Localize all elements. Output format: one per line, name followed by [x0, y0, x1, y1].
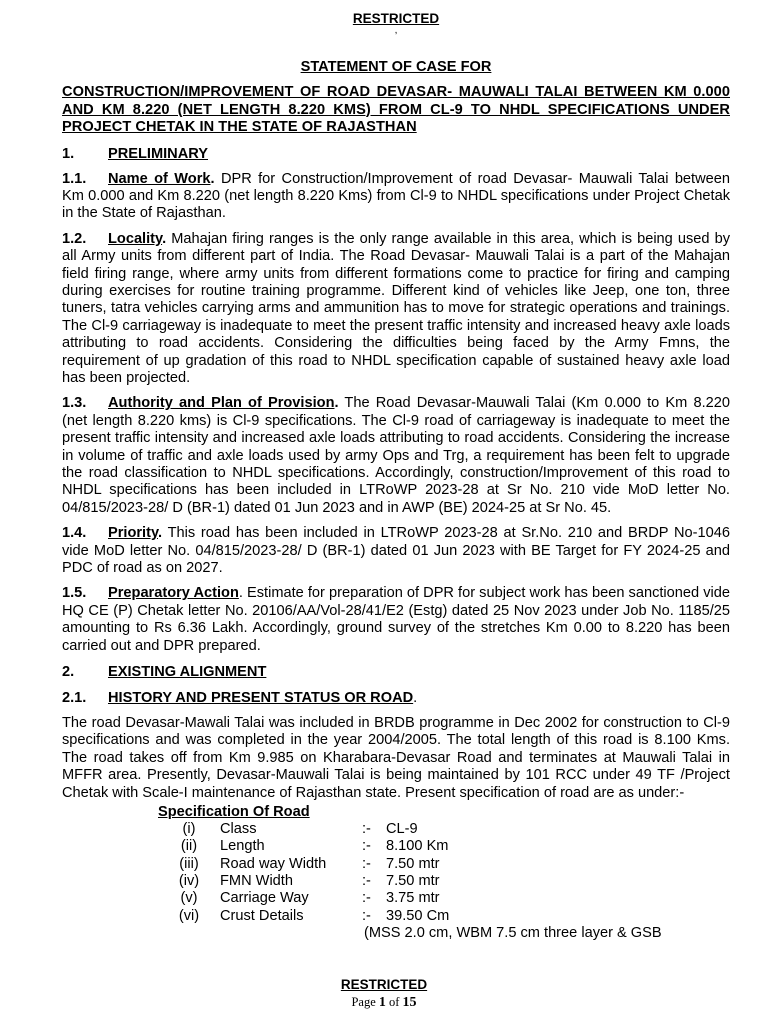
spec-name: Length: [220, 838, 265, 855]
paragraph-text: This road has been included in LTRoWP 2023-28 at Sr.No. 210 and BRDP No-1046 vide MoD letter No. 04/815/2023-28/ D (BR-1) dated 01 Jun 2023 with BE Target for FY 2024-25 and PDC of road as on 2027.: [62, 525, 730, 577]
section-label: PRELIMINARY: [108, 145, 208, 162]
page-word: Page: [351, 995, 376, 1009]
spec-separator: :-: [362, 821, 371, 838]
paragraph-title: Authority and Plan of Provision: [108, 395, 335, 412]
heading-period: .: [413, 690, 418, 707]
paragraph-text: DPR for Construction/Improvement of road Devasar- Mauwali Talai between Km 0.000 and Km 8.220 (net length 8.220 Kms) from Cl-9 to NHDL specifications under Project Chetak in the State of Rajasthan.: [62, 170, 730, 222]
title-period: .: [334, 395, 339, 412]
paragraph-1-5: [62, 585, 730, 655]
spec-name: Class: [220, 821, 257, 838]
section-1-heading: [62, 145, 730, 163]
spec-value: 39.50 Cm: [386, 907, 450, 924]
of-word: of: [389, 995, 400, 1009]
document-page: [62, 10, 730, 942]
page-footer: [0, 976, 768, 1011]
paragraph-title: Priority: [108, 525, 159, 542]
total-pages: 15: [402, 995, 417, 1010]
spec-name: FMN Width: [220, 872, 293, 889]
spec-row: [158, 873, 449, 890]
spec-separator: :-: [362, 855, 371, 872]
paragraph-title: Preparatory Action: [108, 585, 239, 602]
crust-details-continuation: (MSS 2.0 cm, WBM 7.5 cm three layer & GSB: [364, 924, 662, 941]
paragraph-1-1: [62, 171, 730, 223]
paragraph-text: Mahajan firing ranges is the only range available in this area, which is being used by all Army units from different part of India. The Road Devasar- Mauwali Talai is a part of the Mahajan field firing range, where army units from different formations come to practice for firing and camping during exercises for routine training programme. Different kind of vehicles like Jeep, one ton, three tuners, tatra vehicles carrying arms and ammunition has to move for strategic operations and trainings. The Cl-9 carriageway is inadequate to meet the present traffic intensity and increased heavy axle loads attributing to road accidents. Considering the difficulties being faced by the Army Fmns, the requirement of up gradation of this road to NHDL specification capable of sustained heavy axle load has been projected.: [62, 230, 730, 386]
paragraph-text: The Road Devasar-Mauwali Talai (Km 0.000 to Km 8.220 (net length 8.220 kms) is Cl-9 specifications. The Cl-9 road of carriageway is inadequate to meet the present traffic intensity and increased axle loads attributing to road accidents. Considering the increase in volume of traffic and axle loads used by army Ops and Trg, a requirement has been felt to upgrade the road classification to NHDL specifications. Accordingly, construction/Improvement of this road to NHDL specifications has been included in LTRoWP 2023-28 at Sr No. 210 vide MoD letter No. 04/815/2023-28/ D (BR-1) dated 01 Jun 2023 and in AWP (BE) 2024-25 at Sr No. 45.: [62, 395, 730, 516]
page-number: [0, 994, 768, 1011]
spec-separator: :-: [362, 838, 371, 855]
spec-value: CL-9: [386, 821, 418, 838]
spec-table-title: Specification Of Road: [158, 804, 310, 821]
spec-row: [158, 908, 449, 925]
paragraph-text: Estimate for preparation of DPR for subject work has been sanctioned vide HQ CE (P) Chetak letter No. 20106/AA/Vol-28/41/E2 (Estg) dated 25 Nov 2023 under Job No. 1185/25 amounting to Rs 6.36 Lakh. Accordingly, ground survey of the stretches Km 0.00 to 8.220 has been carried out and DPR prepared.: [62, 585, 730, 654]
classification-header: RESTRICTED: [352, 11, 440, 26]
title-period: .: [162, 230, 167, 247]
spec-row: [158, 821, 449, 838]
classification-footer: RESTRICTED: [340, 977, 428, 992]
header-tick-mark: ,: [394, 25, 398, 36]
spec-separator: :-: [362, 872, 371, 889]
spec-index: (i): [182, 821, 196, 838]
paragraph-number: 1.4.: [62, 525, 87, 542]
spec-value: 8.100 Km: [386, 838, 449, 855]
section-label: EXISTING ALIGNMENT: [108, 664, 267, 681]
document-title: STATEMENT OF CASE FOR: [300, 59, 492, 75]
section-number: 2.: [62, 664, 75, 681]
spec-index: (v): [180, 890, 198, 907]
spec-row: [158, 856, 449, 873]
spec-table: [158, 821, 449, 925]
title-period: .: [210, 170, 215, 187]
paragraph-title: Name of Work: [108, 170, 211, 187]
spec-name: Carriage Way: [220, 890, 309, 907]
spec-index: (ii): [180, 838, 198, 855]
section-2-heading: [62, 663, 730, 681]
current-page: 1: [378, 995, 386, 1010]
section-2-1-heading: [62, 689, 730, 707]
spec-separator: :-: [362, 890, 371, 907]
paragraph-number: 1.1.: [62, 170, 87, 187]
spec-row: [158, 890, 449, 907]
section-number: 2.1.: [62, 690, 87, 707]
section-number: 1.: [62, 145, 75, 162]
title-period: .: [158, 525, 163, 542]
paragraph-1-4: [62, 525, 730, 577]
spec-separator: :-: [362, 907, 371, 924]
paragraph-2-1: The road Devasar-Mawali Talai was included in BRDB programme in Dec 2002 for construction to Cl-9 specifications and was completed in the year 2004/2005. The total length of this road is 8.100 Kms. The road takes off from Km 9.985 on Kharabara-Devasar Road and terminates at Mauwali Talai in MFFR area. Presently, Devasar-Mauwali Talai is being maintained by 101 RCC under 49 TF /Project Chetak with Scale-I maintenance of Rajasthan state. Present specification of road are as under:-: [62, 715, 730, 801]
spec-value: 7.50 mtr: [386, 855, 440, 872]
spec-name: Road way Width: [220, 855, 327, 872]
spec-index: (iv): [178, 872, 200, 889]
spec-row: [158, 838, 449, 855]
paragraph-1-3: [62, 395, 730, 517]
paragraph-1-2: [62, 231, 730, 388]
section-label: HISTORY AND PRESENT STATUS OR ROAD: [108, 690, 414, 707]
spec-value: 3.75 mtr: [386, 890, 440, 907]
paragraph-number: 1.3.: [62, 395, 87, 412]
title-period: .: [238, 585, 243, 602]
paragraph-number: 1.2.: [62, 230, 87, 247]
paragraph-title: Locality: [108, 230, 163, 247]
paragraph-number: 1.5.: [62, 585, 87, 602]
spec-index: (iii): [179, 855, 199, 872]
document-subject: CONSTRUCTION/IMPROVEMENT OF ROAD DEVASAR- MAUWALI TALAI BETWEEN KM 0.000 AND KM 8.220 (NET LENGTH 8.220 KMS) FROM CL-9 TO NHDL SPECIFICATIONS UNDER PROJECT CHETAK IN THE STATE OF RAJASTHAN: [62, 84, 730, 135]
spec-value: 7.50 mtr: [386, 872, 440, 889]
spec-name: Crust Details: [220, 907, 304, 924]
spec-index: (vi): [178, 907, 200, 924]
